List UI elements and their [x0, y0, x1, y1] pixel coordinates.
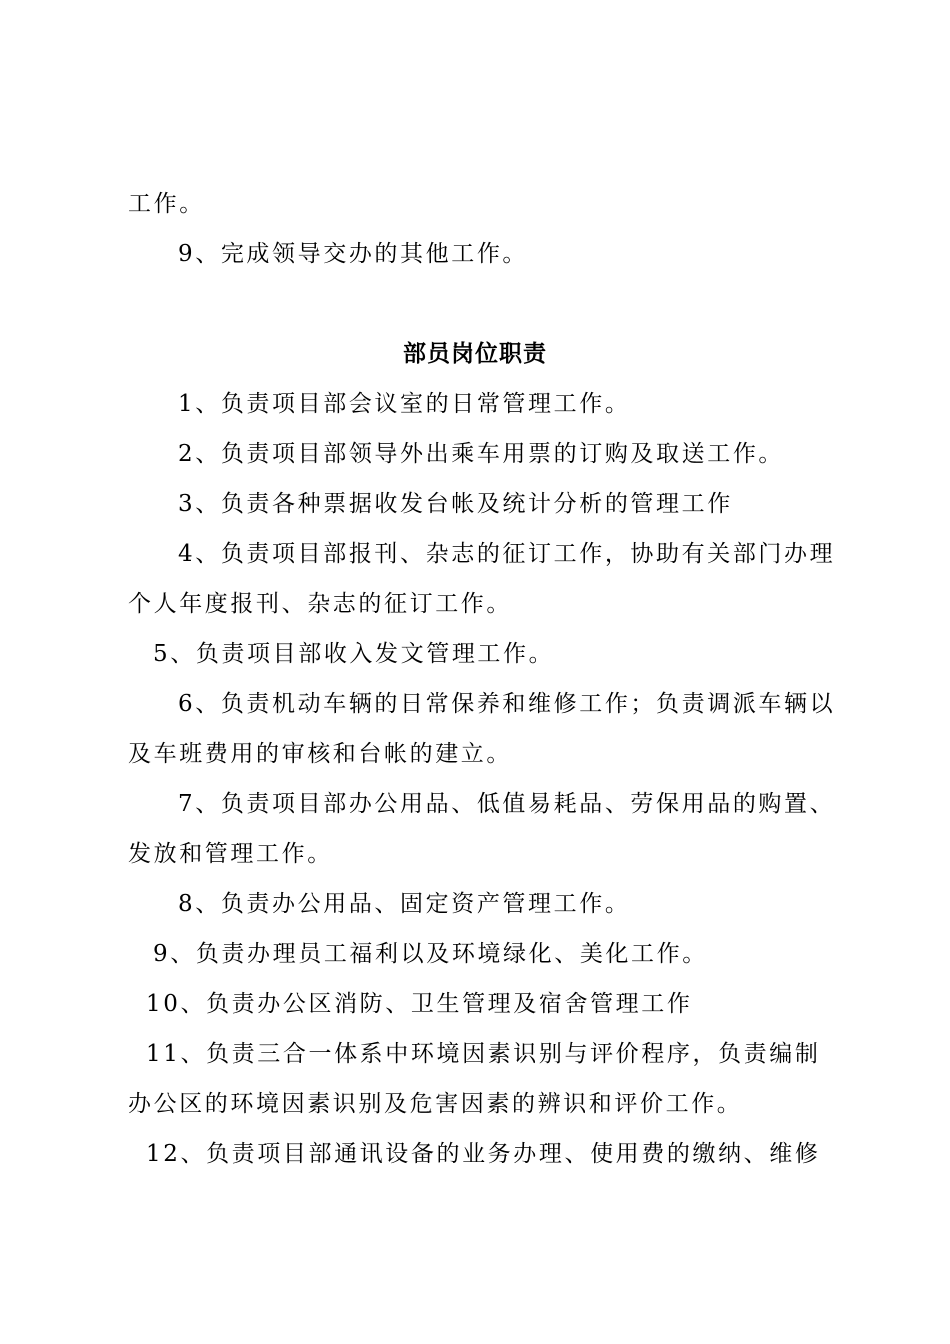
- duty-item-6: 6、负责机动车辆的日常保养和维修工作；负责调派车辆以: [178, 691, 836, 717]
- duty-item-12: 12、负责项目部通讯设备的业务办理、使用费的缴纳、维修: [146, 1141, 821, 1167]
- duty-item-7: 7、负责项目部办公用品、低值易耗品、劳保用品的购置、: [178, 791, 836, 817]
- section-title: 部员岗位职责: [403, 340, 547, 367]
- duty-item-8: 8、负责办公用品、固定资产管理工作。: [178, 891, 631, 917]
- duty-item-3: 3、负责各种票据收发台帐及统计分析的管理工作: [178, 491, 733, 517]
- duty-item-10: 10、负责办公区消防、卫生管理及宿舍管理工作: [146, 991, 693, 1017]
- paragraph-continuation: 工作。: [128, 191, 205, 217]
- duty-item-11-cont: 办公区的环境因素识别及危害因素的辨识和评价工作。: [128, 1091, 743, 1117]
- duty-item-11: 11、负责三合一体系中环境因素识别与评价程序，负责编制: [146, 1041, 821, 1067]
- duty-item-7-cont: 发放和管理工作。: [128, 841, 333, 867]
- duty-item-6-cont: 及车班费用的审核和台帐的建立。: [128, 741, 512, 767]
- duty-item-4: 4、负责项目部报刊、杂志的征订工作，协助有关部门办理: [178, 541, 836, 567]
- duty-item-9: 9、负责办理员工福利以及环境绿化、美化工作。: [153, 941, 708, 967]
- prev-item-9: 9、完成领导交办的其他工作。: [178, 241, 529, 267]
- duty-item-1: 1、负责项目部会议室的日常管理工作。: [178, 391, 631, 417]
- duty-item-2: 2、负责项目部领导外出乘车用票的订购及取送工作。: [178, 441, 785, 467]
- duty-item-5: 5、负责项目部收入发文管理工作。: [153, 641, 555, 667]
- duty-item-4-cont: 个人年度报刊、杂志的征订工作。: [128, 591, 512, 617]
